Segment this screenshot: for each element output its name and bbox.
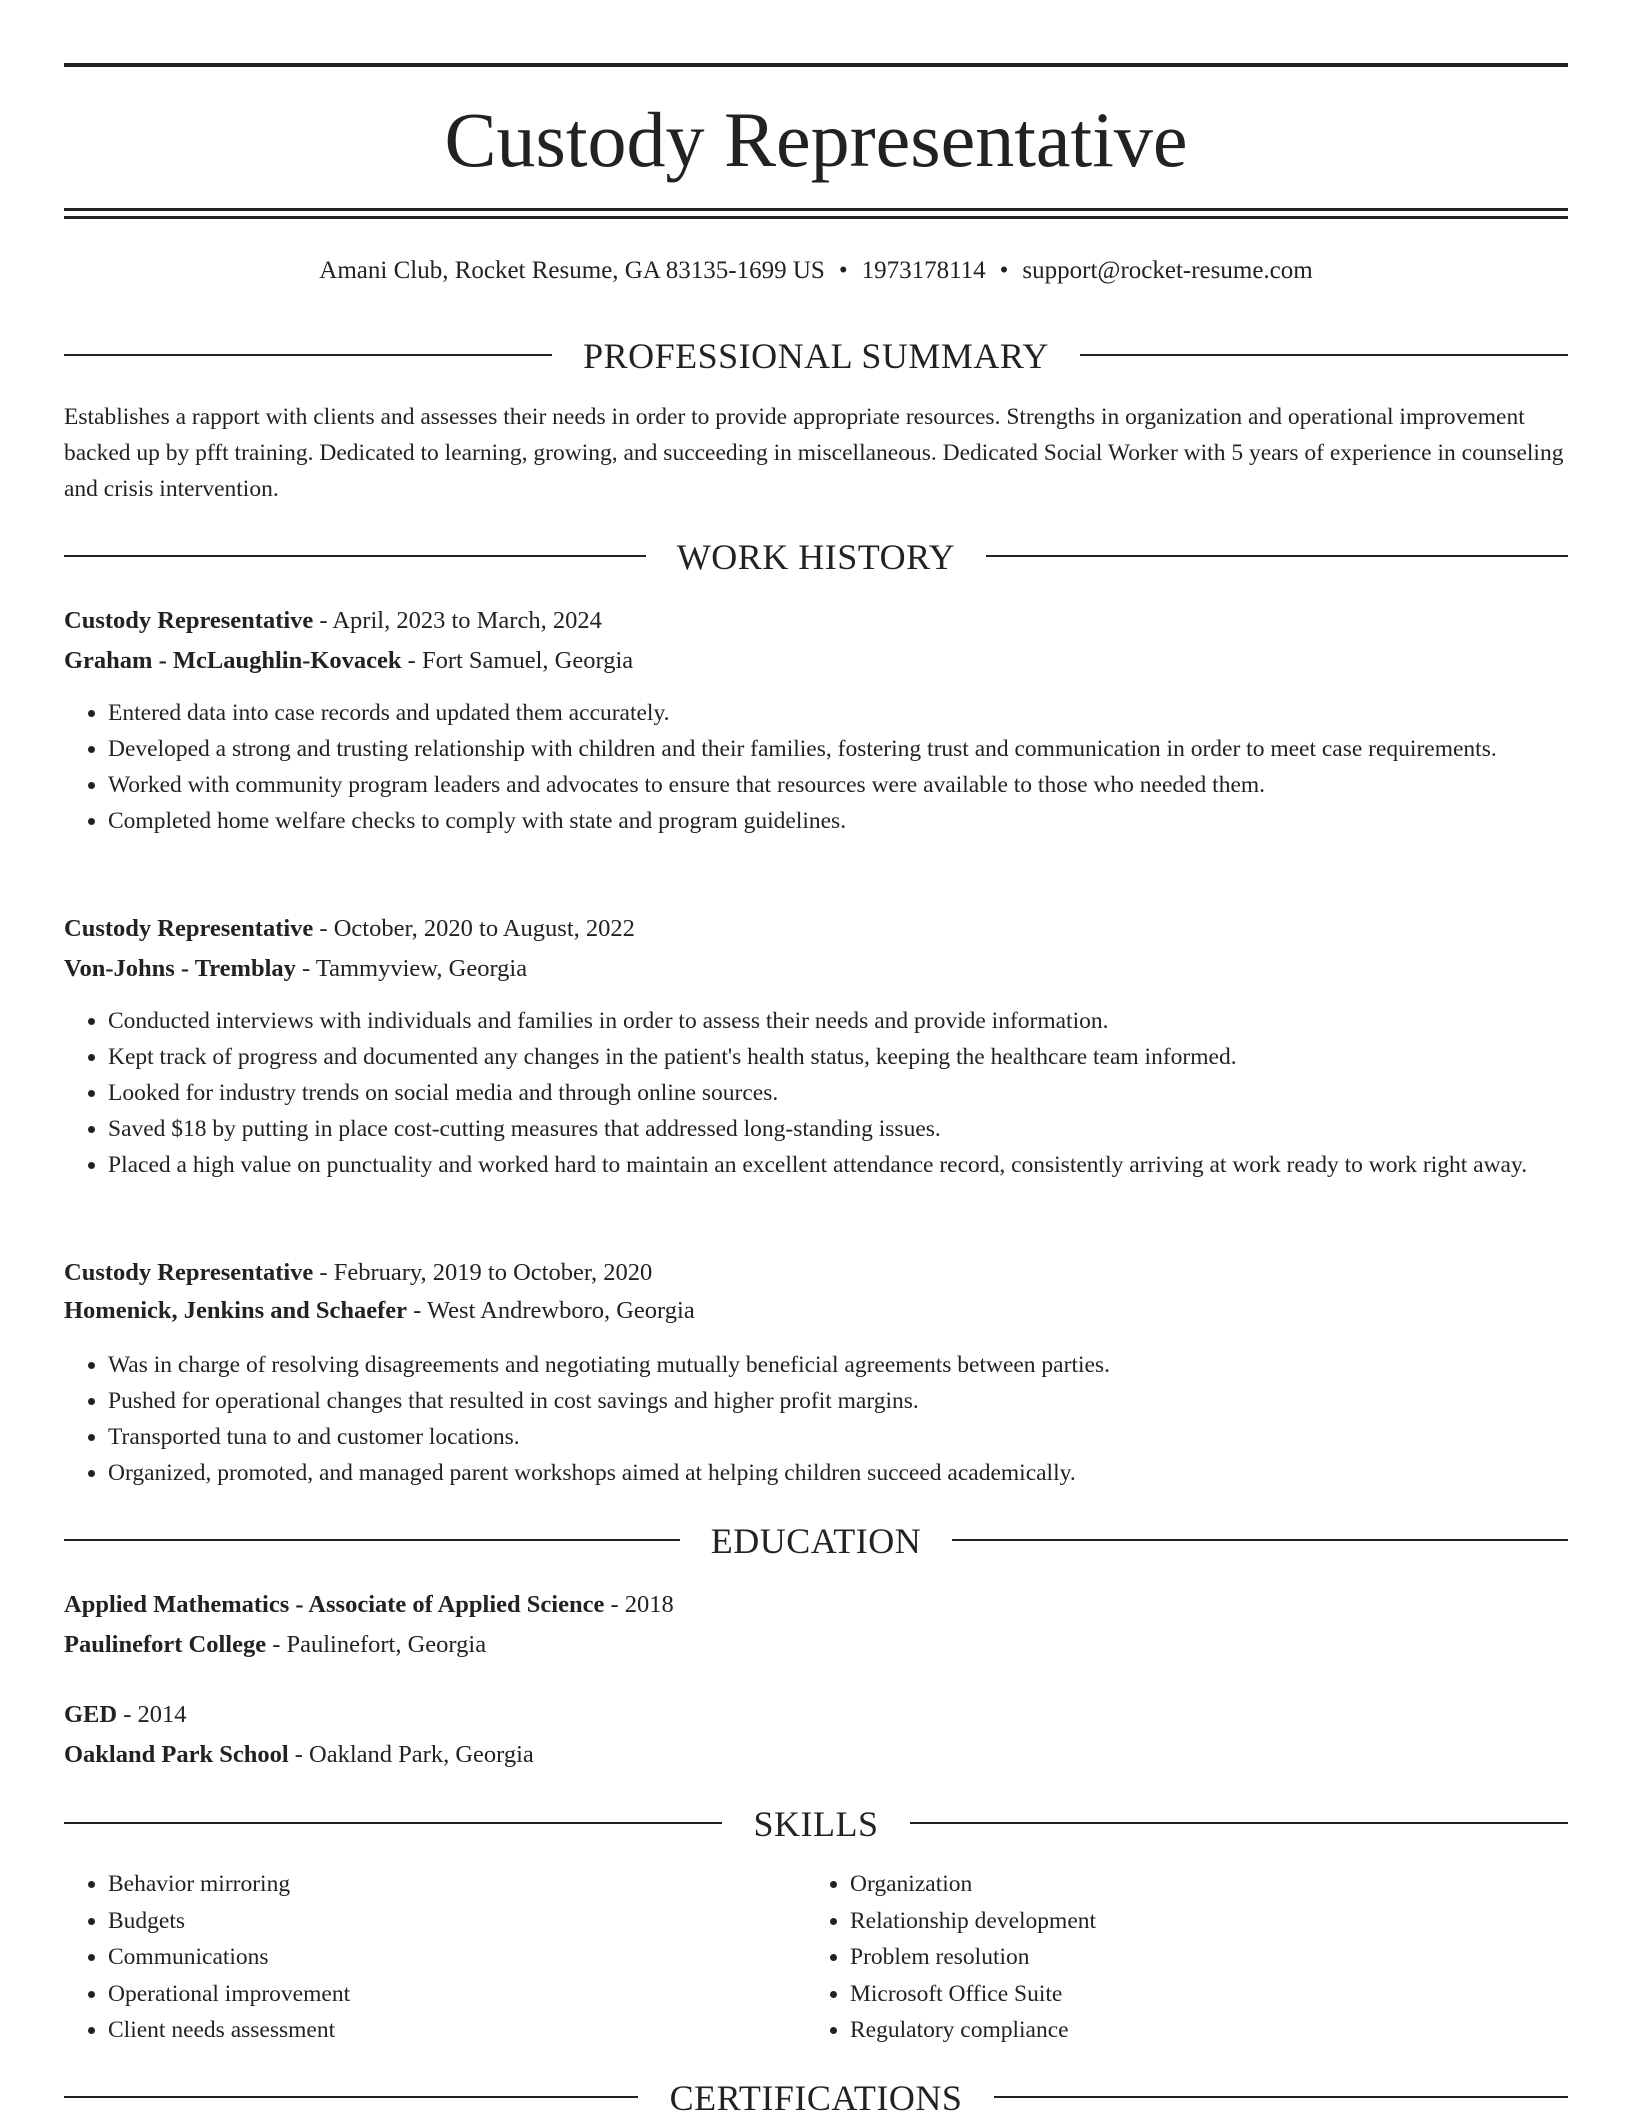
skill-item: • Microsoft Office Suite bbox=[850, 1976, 1550, 2013]
job-title-line bbox=[64, 603, 1568, 639]
contact-line bbox=[64, 254, 1568, 288]
list-item: • Worked with community program leaders and advocates to ensure that resources were available to those who needed them. bbox=[108, 767, 1612, 803]
skill-item: • Relationship development bbox=[850, 1903, 1550, 1940]
contact-email: support@rocket-resume.com bbox=[1022, 257, 1313, 284]
education-year: - 2018 bbox=[604, 1591, 674, 1618]
skill-item: • Budgets bbox=[108, 1903, 808, 1940]
title-double-rule-bottom bbox=[64, 216, 1568, 219]
skill-item: • Organization bbox=[850, 1866, 1550, 1903]
skill-item: • Regulatory compliance bbox=[850, 2012, 1550, 2049]
section-heading-label: WORK HISTORY bbox=[676, 537, 956, 577]
job-company: Graham - McLaughlin-Kovacek bbox=[64, 647, 402, 674]
skills-list-left bbox=[64, 1866, 808, 2049]
skill-item: • Behavior mirroring bbox=[108, 1866, 808, 1903]
job-title-line bbox=[64, 911, 1568, 947]
job-bullets bbox=[64, 1347, 1612, 1491]
skill-item: • Client needs assessment bbox=[108, 2012, 808, 2049]
contact-phone: 1973178114 bbox=[861, 257, 986, 284]
title-double-rule-top bbox=[64, 208, 1568, 211]
education-school: Oakland Park School bbox=[64, 1741, 289, 1768]
list-item: • Kept track of progress and documented any changes in the patient's health status, keeping the healthcare team informed. bbox=[108, 1039, 1612, 1075]
education-year: - 2014 bbox=[117, 1701, 187, 1728]
heading-rule-right bbox=[1080, 354, 1568, 356]
education-degree: Applied Mathematics - Associate of Applied Science bbox=[64, 1591, 605, 1618]
job-company-line bbox=[64, 1293, 1568, 1329]
heading-rule-right bbox=[910, 1822, 1568, 1824]
skill-item: • Operational improvement bbox=[108, 1976, 808, 2013]
heading-rule-right bbox=[952, 1539, 1568, 1541]
list-item: • Placed a high value on punctuality and worked hard to maintain an excellent attendance record, consistently arriving at work ready to work right away. bbox=[108, 1147, 1612, 1183]
job-location: - West Andrewboro, Georgia bbox=[407, 1297, 695, 1324]
job-title: Custody Representative bbox=[64, 607, 314, 634]
section-heading-label: EDUCATION bbox=[710, 1521, 922, 1561]
job-bullets bbox=[64, 695, 1612, 839]
list-item: • Organized, promoted, and managed parent workshops aimed at helping children succeed academically. bbox=[108, 1455, 1612, 1491]
job-title-line bbox=[64, 1255, 1568, 1291]
job-company-line bbox=[64, 643, 1568, 679]
list-item: • Entered data into case records and updated them accurately. bbox=[108, 695, 1612, 731]
education-school-line bbox=[64, 1627, 1568, 1663]
heading-rule-right bbox=[986, 555, 1568, 557]
list-item: • Transported tuna to and customer locations. bbox=[108, 1419, 1612, 1455]
resume-title: Custody Representative bbox=[444, 96, 1188, 183]
summary-text: Establishes a rapport with clients and assesses their needs in order to provide appropriate resources. Strengths in organization and operational improvement backed up by pfft training. Dedicated to learning, growing, and succeeding in miscellaneous. Dedicated Social Worker with 5 years of experience in counseling and crisis intervention. bbox=[64, 404, 1564, 502]
job-bullets bbox=[64, 1003, 1612, 1183]
list-item: • Saved $18 by putting in place cost-cutting measures that addressed long-standing issues. bbox=[108, 1111, 1612, 1147]
list-item: • Was in charge of resolving disagreements and negotiating mutually beneficial agreements between parties. bbox=[108, 1347, 1612, 1383]
job-title: Custody Representative bbox=[64, 1259, 314, 1286]
contact-separator: • bbox=[999, 257, 1009, 284]
contact-address: Amani Club, Rocket Resume, GA 83135-1699 US bbox=[319, 257, 825, 284]
contact-separator: • bbox=[838, 257, 848, 284]
job-location: - Fort Samuel, Georgia bbox=[401, 647, 634, 674]
job-company: Homenick, Jenkins and Schaefer bbox=[64, 1297, 408, 1324]
list-item: • Developed a strong and trusting relationship with children and their families, fostering trust and communication in order to meet case requirements. bbox=[108, 731, 1612, 767]
education-degree: GED bbox=[64, 1701, 118, 1728]
section-heading-certifications bbox=[64, 2076, 1568, 2120]
section-heading-summary bbox=[64, 334, 1568, 378]
education-school-line bbox=[64, 1737, 1568, 1773]
section-heading-education bbox=[64, 1519, 1568, 1563]
section-heading-label: PROFESSIONAL SUMMARY bbox=[583, 336, 1049, 376]
skill-item: • Communications bbox=[108, 1939, 808, 1976]
list-item: • Completed home welfare checks to comply with state and program guidelines. bbox=[108, 803, 1612, 839]
section-heading-work bbox=[64, 535, 1568, 579]
section-heading-skills bbox=[64, 1802, 1568, 1846]
job-dates: - October, 2020 to August, 2022 bbox=[313, 915, 635, 942]
list-item: • Looked for industry trends on social media and through online sources. bbox=[108, 1075, 1612, 1111]
education-school: Paulinefort College bbox=[64, 1631, 267, 1658]
skills-list-right bbox=[806, 1866, 1550, 2049]
education-degree-line bbox=[64, 1697, 1568, 1733]
job-company: Von-Johns - Tremblay bbox=[64, 955, 296, 982]
section-heading-label: SKILLS bbox=[753, 1804, 879, 1844]
heading-rule-right bbox=[994, 2096, 1568, 2098]
job-dates: - February, 2019 to October, 2020 bbox=[313, 1259, 653, 1286]
education-location: - Paulinefort, Georgia bbox=[266, 1631, 487, 1658]
job-dates: - April, 2023 to March, 2024 bbox=[313, 607, 602, 634]
section-heading-label: CERTIFICATIONS bbox=[669, 2078, 963, 2118]
list-item: • Pushed for operational changes that resulted in cost savings and higher profit margins. bbox=[108, 1383, 1612, 1419]
job-title: Custody Representative bbox=[64, 915, 314, 942]
job-location: - Tammyview, Georgia bbox=[295, 955, 528, 982]
education-degree-line bbox=[64, 1587, 1568, 1623]
education-location: - Oakland Park, Georgia bbox=[288, 1741, 534, 1768]
list-item: • Conducted interviews with individuals and families in order to assess their needs and provide information. bbox=[108, 1003, 1612, 1039]
job-company-line bbox=[64, 951, 1568, 987]
top-rule bbox=[64, 63, 1568, 67]
skill-item: • Problem resolution bbox=[850, 1939, 1550, 1976]
